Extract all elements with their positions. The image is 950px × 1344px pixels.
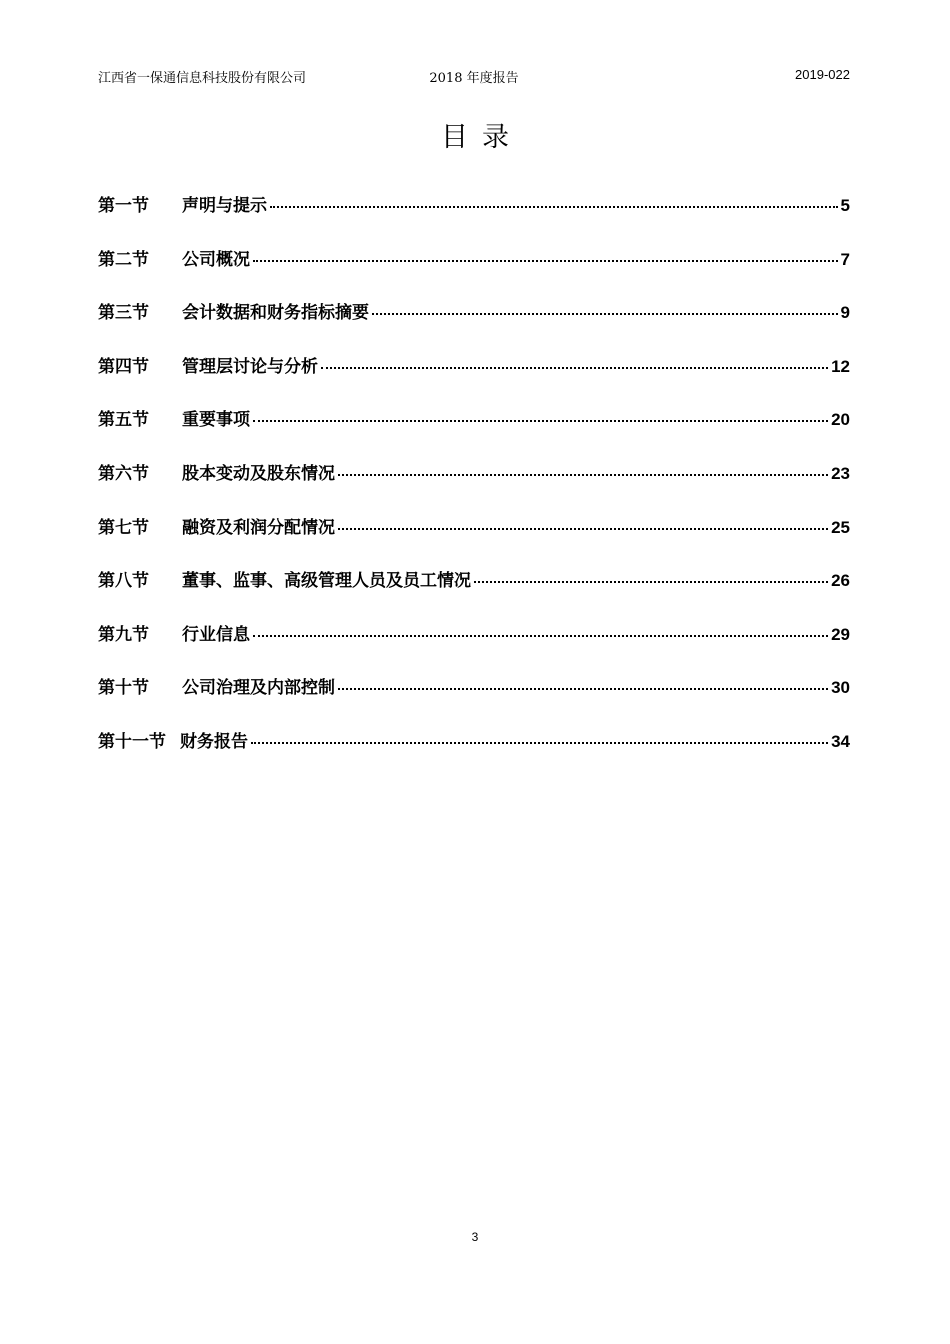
toc-entry[interactable] [98, 191, 850, 245]
toc-entry[interactable] [98, 513, 850, 567]
toc-section-title: 融资及利润分配情况 [182, 517, 335, 538]
toc-entry[interactable] [98, 245, 850, 299]
toc-section-title: 重要事项 [182, 410, 250, 431]
toc-section-number: 第十一节 [98, 731, 166, 752]
toc-page-number: 30 [831, 678, 850, 698]
toc-section-title: 公司治理及内部控制 [182, 678, 335, 699]
toc-section-title: 行业信息 [182, 624, 250, 645]
toc-title: 目录 [441, 122, 523, 153]
toc-section-number: 第三节 [98, 303, 149, 324]
page-number: 3 [471, 1230, 479, 1244]
toc-leader-dots [321, 367, 828, 369]
toc-section-number: 第六节 [98, 463, 149, 484]
toc-section-title: 会计数据和财务指标摘要 [182, 303, 369, 324]
toc-leader-dots [253, 420, 828, 422]
toc-section-title: 声明与提示 [182, 196, 267, 216]
toc-section-number: 第五节 [98, 410, 149, 431]
toc-entry[interactable] [98, 298, 850, 352]
toc-entry[interactable] [98, 620, 850, 674]
toc-leader-dots [270, 206, 838, 208]
toc-section-number: 第二节 [98, 249, 149, 270]
toc-page-number: 12 [831, 356, 850, 376]
toc-section-number: 第七节 [98, 517, 149, 538]
toc-section-number: 第十节 [98, 678, 149, 699]
toc-section-number: 第一节 [98, 196, 149, 216]
toc-page-number: 25 [831, 517, 850, 537]
toc-page-number: 34 [831, 731, 850, 751]
header-report-title: 2018 年度报告 [429, 71, 519, 86]
toc-entry[interactable] [98, 459, 850, 513]
toc-entry[interactable] [98, 727, 850, 781]
toc-leader-dots [253, 260, 838, 262]
toc-entry[interactable] [98, 352, 850, 406]
toc-entry[interactable] [98, 673, 850, 727]
toc-leader-dots [251, 742, 828, 744]
toc-section-title: 管理层讨论与分析 [182, 356, 318, 377]
toc-page-number: 23 [831, 463, 850, 483]
toc-leader-dots [338, 688, 828, 690]
toc-section-title: 股本变动及股东情况 [182, 463, 335, 484]
page-header [98, 67, 850, 89]
toc-page-number: 20 [831, 410, 850, 430]
toc-section-title: 财务报告 [180, 731, 248, 752]
toc-page-number: 26 [831, 571, 850, 591]
toc-leader-dots [338, 474, 828, 476]
toc-entry[interactable] [98, 405, 850, 459]
toc-page-number: 9 [840, 303, 850, 323]
toc-section-title: 董事、监事、高级管理人员及员工情况 [182, 571, 471, 592]
header-report-code: 2019-022 [795, 67, 850, 82]
table-of-contents [98, 191, 850, 781]
toc-leader-dots [474, 581, 828, 583]
toc-page-number: 5 [840, 196, 850, 215]
header-divider [98, 91, 850, 92]
toc-section-number: 第八节 [98, 571, 149, 592]
header-company-name: 江西省一保通信息科技股份有限公司 [98, 71, 307, 86]
toc-leader-dots [253, 635, 828, 637]
toc-entry[interactable] [98, 566, 850, 620]
toc-leader-dots [338, 528, 828, 530]
toc-section-number: 第四节 [98, 356, 149, 377]
toc-section-number: 第九节 [98, 624, 149, 645]
toc-page-number: 29 [831, 624, 850, 644]
toc-leader-dots [372, 313, 838, 315]
toc-page-number: 7 [840, 249, 850, 269]
toc-section-title: 公司概况 [182, 249, 250, 270]
